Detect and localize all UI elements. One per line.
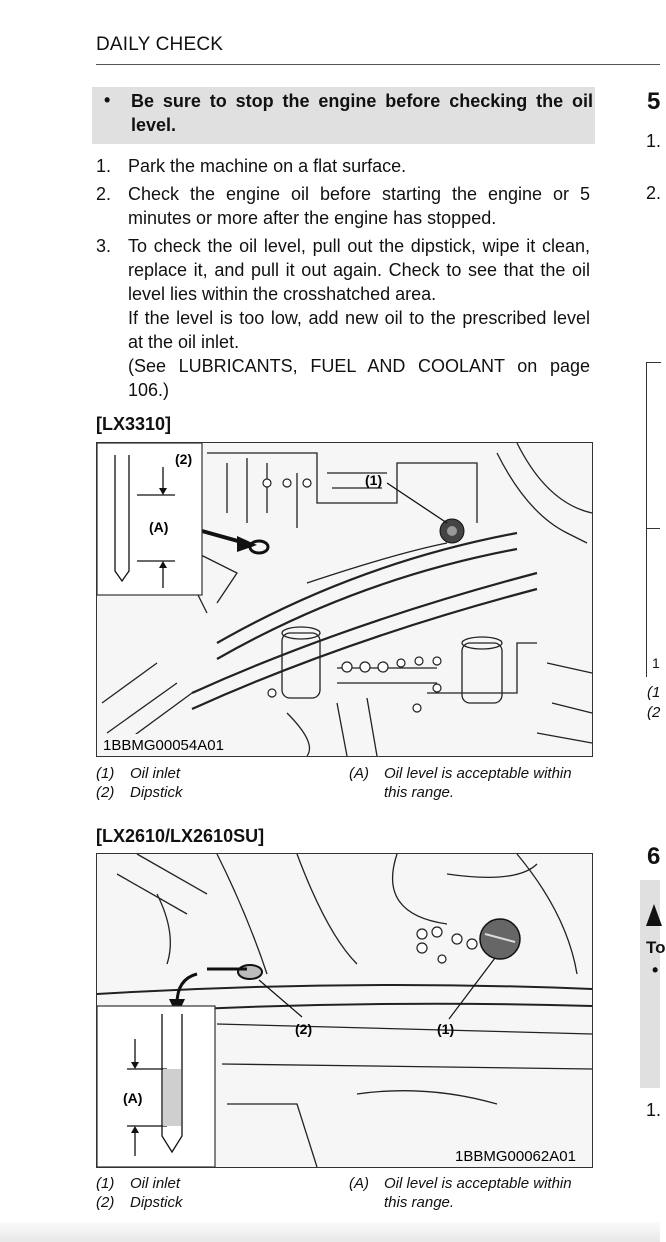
callout-range: (A) [149,519,169,535]
step-line: To check the oil level, pull out the dipstick, wipe it clean, replace it, and pull it out again. Check to see that the oil level lies within the crosshatched area. [128,236,590,304]
right-page-fragment: 5 [647,88,661,115]
figure-legend-left [96,764,183,802]
step-number: 1. [96,156,112,176]
oil-inlet-cap [440,519,464,543]
legend-number: (A) [349,765,369,782]
legend-text: this range. [384,784,455,801]
legend-item [96,764,183,783]
legend-text: Oil level is acceptable within [384,765,572,782]
callout-dipstick: (2) [295,1021,313,1037]
right-page-fragment: (1 [647,684,661,701]
bottom-edge-shadow [0,1222,660,1242]
figure-title: [LX3310] [96,414,172,434]
right-page-fragment: To [646,938,666,957]
right-page-figure-line [646,528,660,529]
warning-triangle-icon [646,904,662,926]
legend-number: (2) [96,784,115,801]
legend-number: (2) [96,1194,115,1211]
legend-text: Oil inlet [130,1175,181,1192]
figure-code: 1BBMG00062A01 [455,1148,576,1165]
step-number: 2. [96,184,112,204]
legend-text: this range. [384,1194,455,1211]
right-page-fragment: 1. [646,131,662,151]
engine-illustration [97,854,592,1167]
legend-item [96,1174,183,1193]
callout-oil-inlet: (1) [437,1021,455,1037]
legend-item [96,783,183,802]
callout-dipstick: (2) [175,451,193,467]
callout-range: (A) [123,1090,143,1106]
right-page-fragment: • [652,960,659,980]
legend-number: (1) [96,1175,115,1192]
right-page-fragment: 2. [646,183,662,203]
step-number: 3. [96,236,112,256]
step-line: (See LUBRICANTS, FUEL AND COOLANT on page 106.) [128,356,590,400]
step-text [128,234,590,402]
page-header-title: DAILY CHECK [96,34,224,55]
figure-code: 1BBMG00054A01 [103,737,224,754]
step-text [128,154,590,178]
legend-number: (A) [349,1175,369,1192]
oil-inlet-cap [480,919,520,959]
right-page-figure-edge [646,362,661,677]
legend-text: Dipstick [130,784,183,801]
figure-engine-lx2610 [96,853,593,1168]
figure-legend-right [349,764,572,802]
right-page-fragment: 1 [652,655,660,671]
warning-bullet: • [104,90,111,110]
legend-text: Dipstick [130,1194,183,1211]
warning-text: Be sure to stop the engine before checking the oil level. [131,91,593,135]
callout-oil-inlet: (1) [365,472,383,488]
step-text [128,182,590,230]
right-page-fragment: 6 [647,843,661,870]
figure-legend-left [96,1174,183,1212]
figure-title: [LX2610/LX2610SU] [96,826,265,846]
figure-legend-right [349,1174,572,1212]
legend-item [96,1193,183,1212]
step-line: If the level is too low, add new oil to the prescribed level at the oil inlet. [128,308,590,352]
figure-engine-lx3310 [96,442,593,757]
step-line: Check the engine oil before starting the engine or 5 minutes or more after the engine has stopped. [128,184,590,228]
legend-number: (1) [96,765,115,782]
right-page-fragment: (2 [647,704,661,721]
engine-illustration [97,443,592,756]
legend-text: Oil inlet [130,765,181,782]
right-page-fragment: 1. [646,1100,662,1120]
step-line: Park the machine on a flat surface. [128,156,407,176]
legend-text: Oil level is acceptable within [384,1175,572,1192]
header-divider [96,64,660,65]
